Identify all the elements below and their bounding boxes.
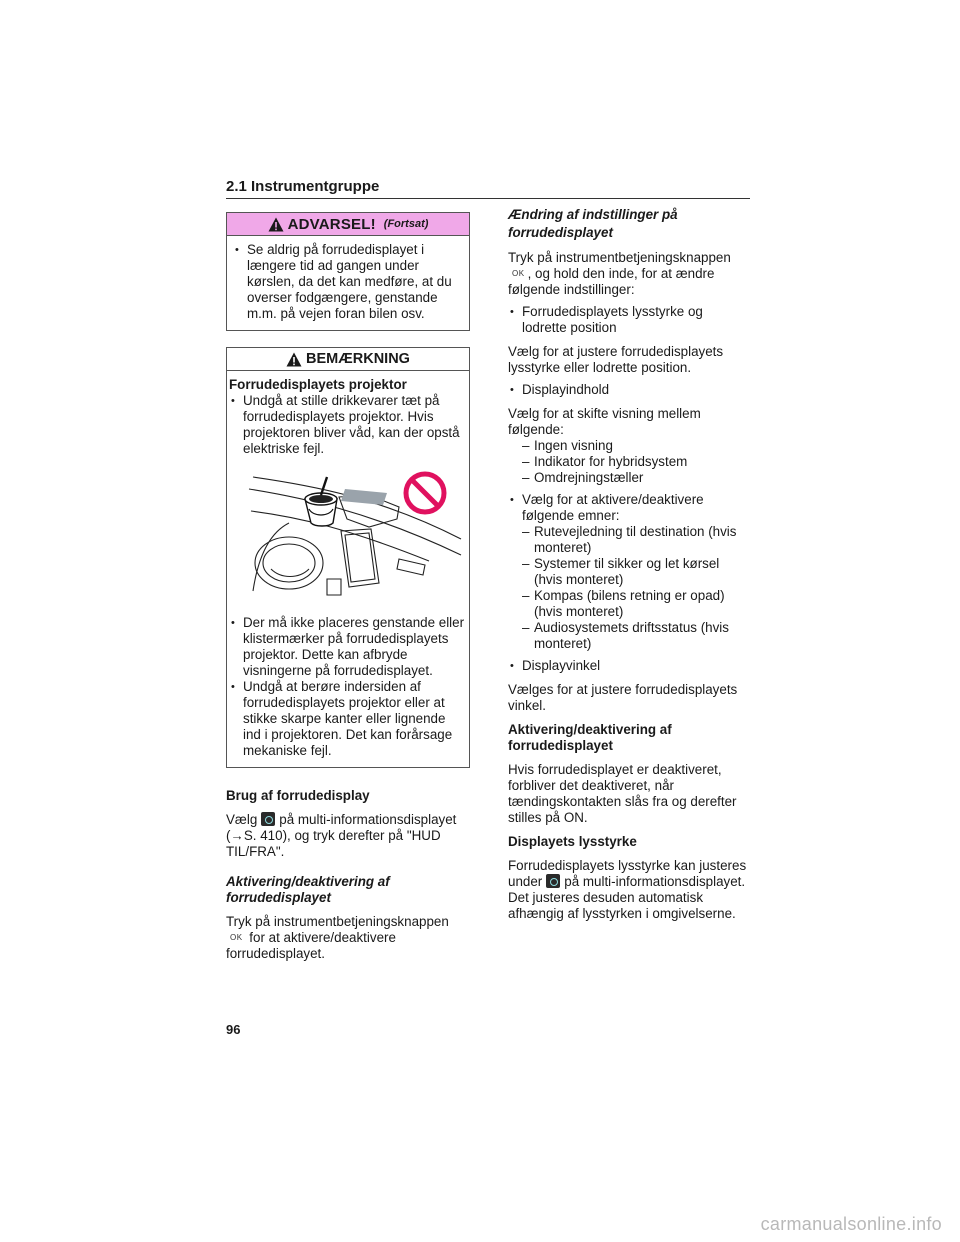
toggle-item: – Rutevejledning til destination (hvis monteret) — [508, 524, 750, 556]
use-sub-text-a: Tryk på instrumentbetjeningsknappen — [226, 914, 449, 929]
content-option: – Omdrejningstæller — [508, 470, 750, 486]
section-header: 2.1 Instrumentgruppe — [226, 178, 380, 195]
setting-toggle-items: • Vælg for at aktivere/deaktivere følgende emner: — [508, 492, 750, 524]
settings-heading: Ændring af indstillinger på forrudedisplayet — [508, 207, 678, 240]
ok-button-icon: OK — [512, 269, 525, 278]
note-triangle-icon — [286, 352, 302, 367]
setting-display-content: • Displayindhold — [508, 382, 750, 398]
use-section — [226, 788, 470, 962]
activation-heading: Aktivering/deaktivering af forrudedisplayet — [508, 722, 672, 753]
use-sub-text-b: for at aktivere/deaktivere forrudedisplayet. — [226, 930, 396, 961]
use-sub-paragraph — [226, 914, 470, 962]
content-option: – Indikator for hybridsystem — [508, 454, 750, 470]
toggle-item: – Systemer til sikker og let kørsel (hvis monteret) — [508, 556, 750, 588]
prohibition-icon — [406, 474, 444, 512]
content-option: – Ingen visning — [508, 438, 750, 454]
note-item-1: • Undgå at stille drikkevarer tæt på forrudedisplayets projektor. Hvis projektoren bliver våd, kan der opstå elektriske fejl. — [229, 393, 465, 457]
page-number: 96 — [226, 1022, 241, 1037]
brightness-text-a: Forrudedisplayets lysstyrke kan justeres under — [508, 858, 747, 889]
activation-text: Hvis forrudedisplayet er deaktiveret, forbliver det deaktiveret, når tændingskontakten slås fra og derefter stilles på ON. — [508, 762, 737, 825]
brightness-text — [508, 858, 750, 922]
setting-display-content-text: Vælg for at skifte visning mellem følgende: — [508, 406, 701, 437]
setting-display-angle: • Displayvinkel — [508, 658, 750, 674]
settings-icon — [546, 874, 560, 888]
toggle-item: – Kompas (bilens retning er opad) (hvis monteret) — [508, 588, 750, 620]
warning-item: • Se aldrig på forrudedisplayet i længere tid ad gangen under kørslen, da det kan medføre, at du overser fodgængere, genstande m.m. på vejen foran bilen osv. — [233, 242, 463, 322]
use-heading: Brug af forrudedisplay — [226, 788, 370, 803]
brightness-heading: Displayets lysstyrke — [508, 834, 637, 849]
note-box — [226, 347, 470, 768]
warning-body — [227, 236, 469, 330]
watermark: carmanualsonline.info — [760, 1214, 942, 1234]
ok-button-icon: OK — [230, 933, 243, 942]
settings-intro-b: , og hold den inde, for at ændre følgende indstillinger: — [508, 266, 715, 297]
setting-brightness-text: Vælg for at justere forrudedisplayets lysstyrke eller lodrette position. — [508, 344, 724, 375]
warning-title: ADVARSEL! — [287, 215, 376, 233]
use-text-b: på multi-informationsdisplayet (→S. 410), og tryk derefter på "HUD TIL/FRA". — [226, 812, 457, 859]
note-item-2: • Der må ikke placeres genstande eller klistermærker på forrudedisplayets projektor. Dette kan afbryde visningerne på forrudedisplayet. — [229, 615, 465, 679]
settings-intro-a: Tryk på instrumentbetjeningsknappen — [508, 250, 731, 265]
right-column — [508, 206, 750, 922]
warning-triangle-icon — [268, 217, 284, 232]
setting-brightness-position: • Forrudedisplayets lysstyrke og lodrette position — [508, 304, 750, 336]
note-header — [227, 348, 469, 371]
warning-box — [226, 212, 470, 331]
dashboard-drawing — [229, 471, 465, 605]
setting-display-angle-text: Vælges for at justere forrudedisplayets vinkel. — [508, 682, 738, 713]
note-body — [227, 371, 469, 767]
note-subheading: Forrudedisplayets projektor — [229, 377, 407, 392]
warning-subtitle: (Fortsat) — [383, 218, 429, 230]
projector-illustration — [229, 471, 465, 605]
settings-intro — [508, 250, 750, 298]
use-paragraph — [226, 812, 470, 860]
use-text-a: Vælg — [226, 812, 258, 827]
left-column — [226, 212, 470, 962]
note-item-3: • Undgå at berøre indersiden af forrudedisplayets projektor eller at stikke skarpe kanter eller lignende ind i projektoren. Det kan forårsage mekaniske fejl. — [229, 679, 465, 759]
note-title: BEMÆRKNING — [306, 351, 410, 367]
settings-icon — [261, 812, 275, 826]
brightness-text-b: på multi-informationsdisplayet. Det justeres desuden automatisk afhængig af lysstyrken i omgivelserne. — [508, 874, 746, 921]
warning-header — [227, 213, 469, 236]
use-sub-heading: Aktivering/deaktivering af forrudedisplayet — [226, 874, 390, 905]
section-rule — [226, 198, 750, 199]
toggle-item: – Audiosystemets driftsstatus (hvis monteret) — [508, 620, 750, 652]
